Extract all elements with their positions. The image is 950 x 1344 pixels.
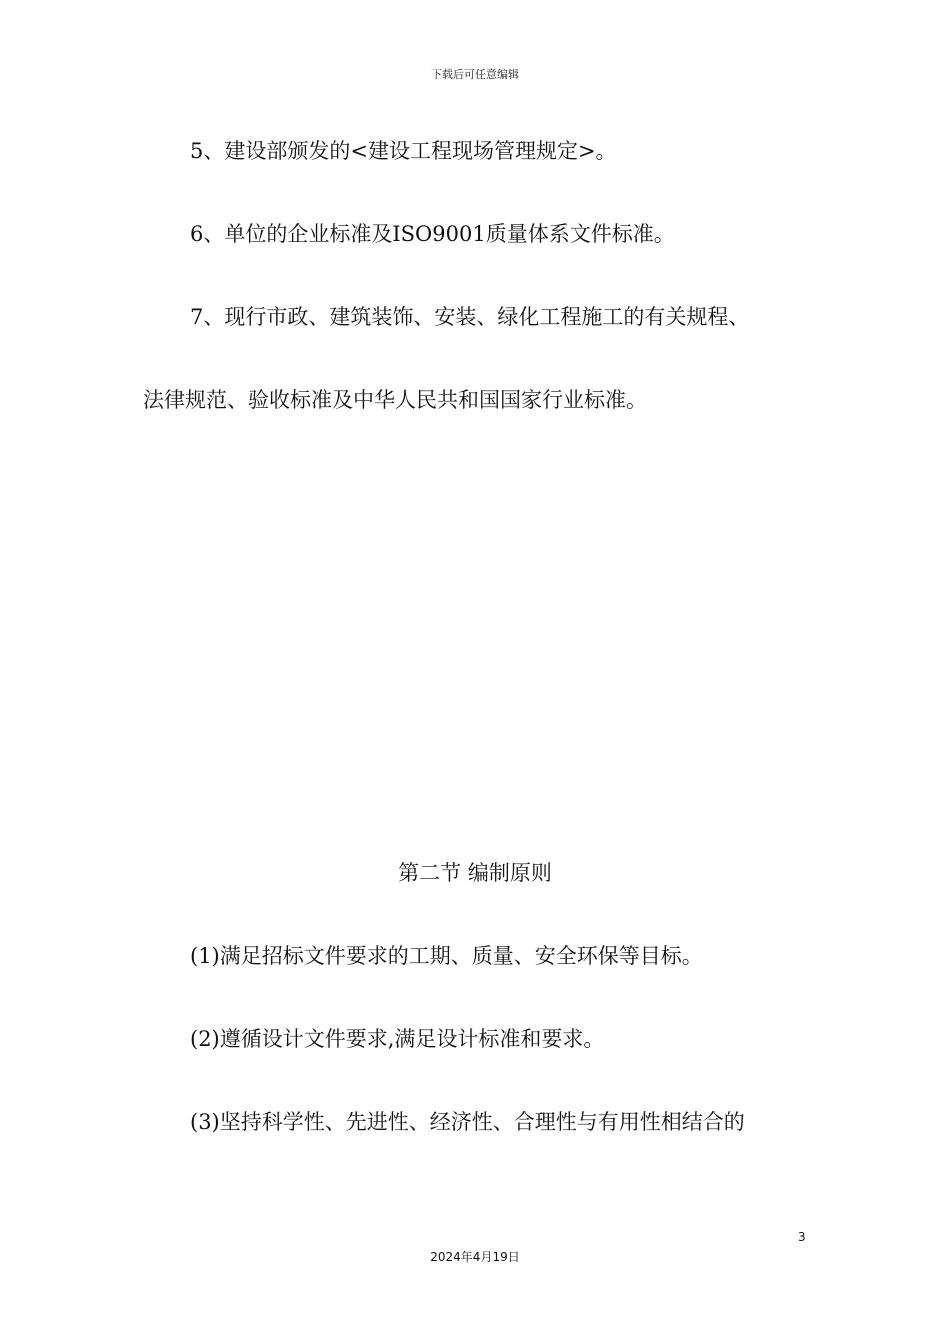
page-header: 下载后可任意编辑	[431, 68, 519, 81]
list-item: 6、单位的企业标准及ISO9001质量体系文件标准。	[190, 222, 675, 246]
list-item: 5、建设部颁发的<建设工程现场管理规定>。	[190, 139, 617, 163]
list-item-continuation: 法律规范、验收标准及中华人民共和国国家行业标准。	[143, 388, 647, 412]
principle-item: (2)遵循设计文件要求,满足设计标准和要求。	[190, 1027, 605, 1051]
principle-item: (1)满足招标文件要求的工期、质量、安全环保等目标。	[190, 944, 703, 968]
footer-date: 2024年4月19日	[430, 1250, 520, 1264]
principle-item: (3)坚持科学性、先进性、经济性、合理性与有用性相结合的	[190, 1110, 745, 1134]
list-item: 7、现行市政、建筑装饰、安装、绿化工程施工的有关规程、	[190, 305, 750, 329]
section-title: 第二节 编制原则	[398, 861, 552, 885]
page-number: 3	[798, 1230, 806, 1244]
